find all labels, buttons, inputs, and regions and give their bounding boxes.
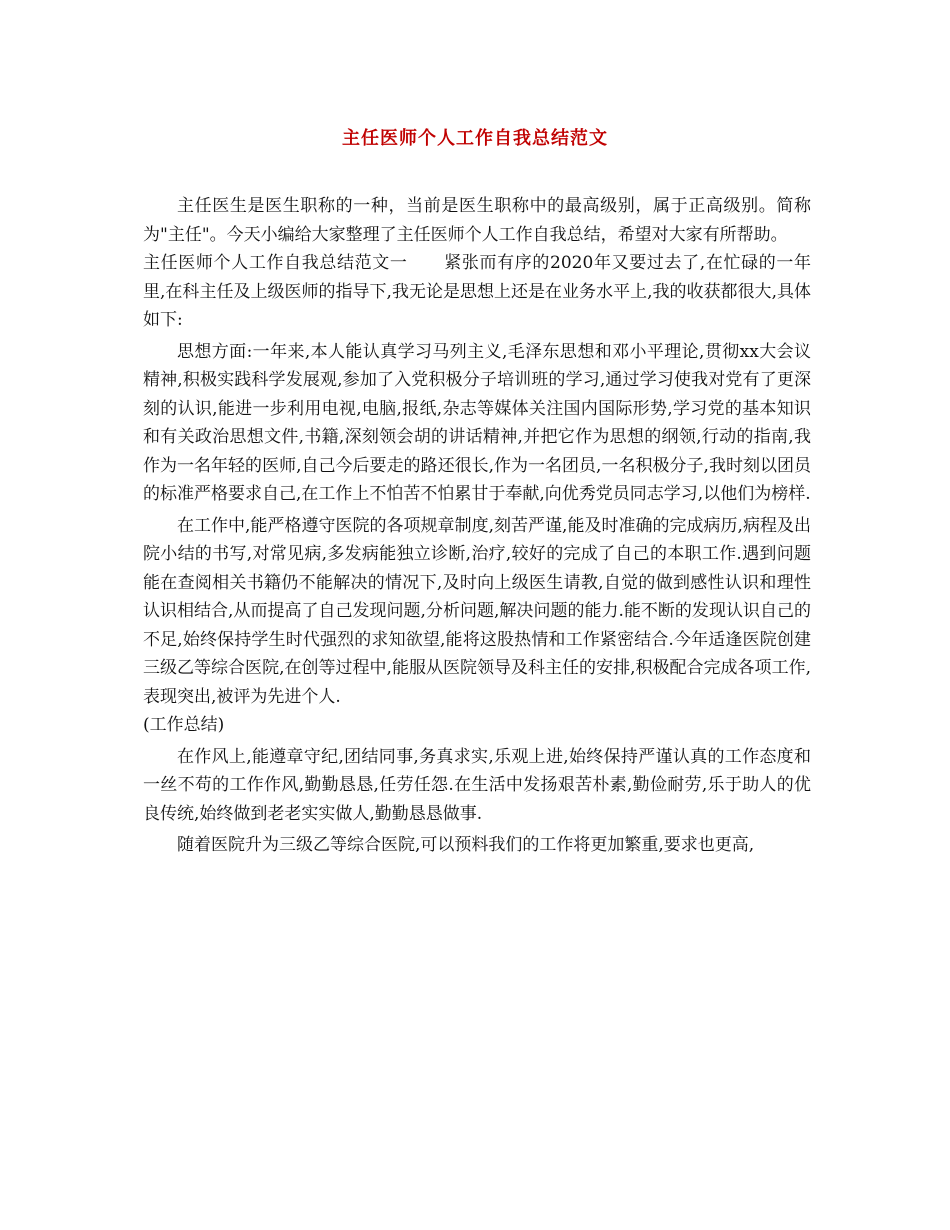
section-heading: 主任医师个人工作自我总结范文一	[143, 253, 408, 273]
outlook-paragraph: 随着医院升为三级乙等综合医院,可以预料我们的工作将更加繁重,要求也更高,	[177, 835, 755, 855]
style-paragraph: 在作风上,能遵章守纪,团结同事,务真求实,乐观上进,始终保持严谨认真的工作态度和一丝不苟的工作作风,勤勤恳恳,任劳任怨.在生活中发扬艰苦朴素,勤俭耐劳,乐于助人的优良传统,始终做到老老实实做人,勤勤恳恳做事.	[143, 746, 811, 824]
intro-paragraph: 主任医生是医生职称的一种，当前是医生职称中的最高级别，属于正高级别。简称为"主任"。今天小编给大家整理了主任医师个人工作自我总结，希望对大家有所帮助。	[143, 196, 811, 245]
work-paragraph: 在工作中,能严格遵守医院的各项规章制度,刻苦严谨,能及时准确的完成病历,病程及出院小结的书写,对常见病,多发病能独立诊断,治疗,较好的完成了自己的本职工作.遇到问题能在查阅相关书籍仍不能解决的情况下,及时向上级医生请教,自觉的做到感性认识和理性认识相结合,从而提高了自己发现问题,分析问题,解决问题的能力.能不断的发现认识自己的不足,始终保持学生时代强烈的求知欲望,能将这股热情和工作紧密结合.今年适逢医院创建三级乙等综合医院,在创等过程中,能服从医院领导及科主任的安排,积极配合完成各项工作,表现突出,被评为先进个人.	[143, 515, 811, 707]
thought-paragraph: 思想方面:一年来,本人能认真学习马列主义,毛泽东思想和邓小平理论,贯彻xx大会议精神,积极实践科学发展观,参加了入党积极分子培训班的学习,通过学习使我对党有了更深刻的认识,能进一步利用电视,电脑,报纸,杂志等媒体关注国内国际形势,学习党的基本知识和有关政治思想文件,书籍,深刻领会胡的讲话精神,并把它作为思想的纲领,行动的指南,我作为一名年轻的医师,自己今后要走的路还很长,作为一名团员,一名积极分子,我时刻以团员的标准严格要求自己,在工作上不怕苦不怕累甘于奉献,向优秀党员同志学习,以他们为榜样.	[143, 341, 811, 504]
section-lead-text: 紧张而有序的2020年又要过去了,在忙碌的一年里,在科主任及上级医师的指导下,我无论是思想上还是在业务水平上,我的收获都很大,具体如下:	[143, 253, 812, 330]
work-summary-note: (工作总结)	[143, 715, 225, 735]
document-body	[143, 192, 811, 860]
section-paragraph	[143, 249, 811, 335]
page-title: 主任医师个人工作自我总结范文	[342, 128, 608, 149]
